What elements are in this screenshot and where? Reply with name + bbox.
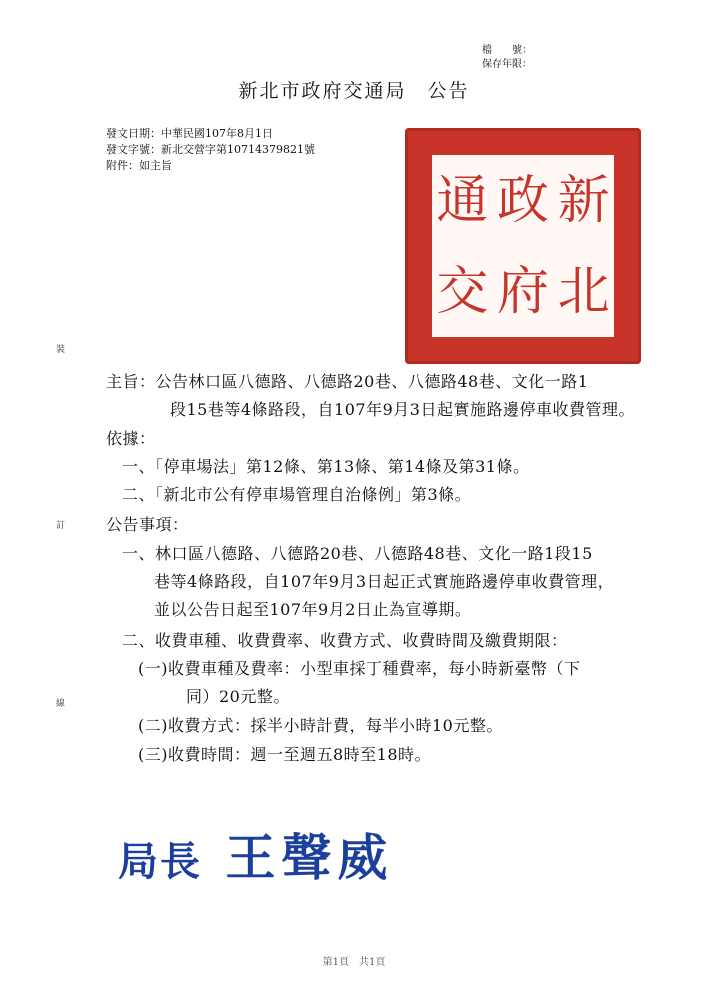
announcement-subitem: (三)收費時間：週一至週五8時至18時。: [138, 745, 432, 764]
signature-name: 王聲威: [225, 829, 394, 887]
issue-date: 發文日期：中華民國107年8月1日: [106, 127, 273, 140]
binding-mark: 裝: [56, 345, 66, 355]
seal-char: 政: [496, 170, 549, 231]
basis-item: 二、「新北市公有停車場管理自治條例」第3條。: [122, 485, 472, 504]
seal-char: 新: [557, 170, 610, 231]
file-number-label: 檔 號：: [482, 45, 532, 56]
announcement-item: 巷等4條路段，自107年9月3日起正式實施路邊停車收費管理，: [154, 572, 615, 591]
announcement-heading: 公告事項：: [106, 515, 189, 534]
seal-face: [429, 152, 617, 340]
attachment: 附件：如主旨: [106, 159, 172, 172]
announcement-subitem: 同）20元整。: [186, 687, 290, 706]
issue-info: [106, 126, 315, 174]
seal-char: 府: [496, 261, 549, 322]
announcement-item: 並以公告日起至107年9月2日止為宣導期。: [154, 600, 472, 619]
page-footer: 第1頁 共1頁: [322, 957, 386, 968]
retention-period-label: 保存年限：: [482, 59, 532, 70]
signature-title: 局長: [118, 839, 202, 885]
announcement-subitem: (二)收費方式：採半小時計費，每半小時10元整。: [138, 716, 503, 735]
binding-mark: 線: [56, 699, 66, 709]
header-meta: [482, 44, 562, 72]
seal-char: 交: [436, 261, 489, 322]
document-title: 新北市政府交通局 公告: [238, 80, 470, 102]
announcement-subitem: (一)收費車種及費率：小型車採丁種費率，每小時新臺幣（下: [138, 659, 581, 678]
issue-number: 發文字號：新北交營字第10714379821號: [106, 143, 315, 156]
announcement-item: 二、收費車種、收費費率、收費方式、收費時間及繳費期限：: [122, 631, 568, 650]
official-seal: [405, 128, 641, 364]
signature-stamp: [118, 818, 393, 890]
announcement-item: 一、林口區八德路、八德路20巷、八德路48巷、文化一路1段15: [122, 544, 593, 563]
subject-line: 段15巷等4條路段，自107年9月3日起實施路邊停車收費管理。: [170, 400, 635, 419]
binding-mark: 訂: [56, 521, 66, 531]
seal-char: 通: [436, 170, 489, 231]
basis-item: 一、「停車場法」第12條、第13條、第14條及第31條。: [122, 457, 530, 476]
basis-heading: 依據：: [106, 429, 156, 448]
subject-line: 主旨：公告林口區八德路、八德路20巷、八德路48巷、文化一路1: [106, 372, 589, 391]
seal-char: 北: [557, 261, 610, 322]
